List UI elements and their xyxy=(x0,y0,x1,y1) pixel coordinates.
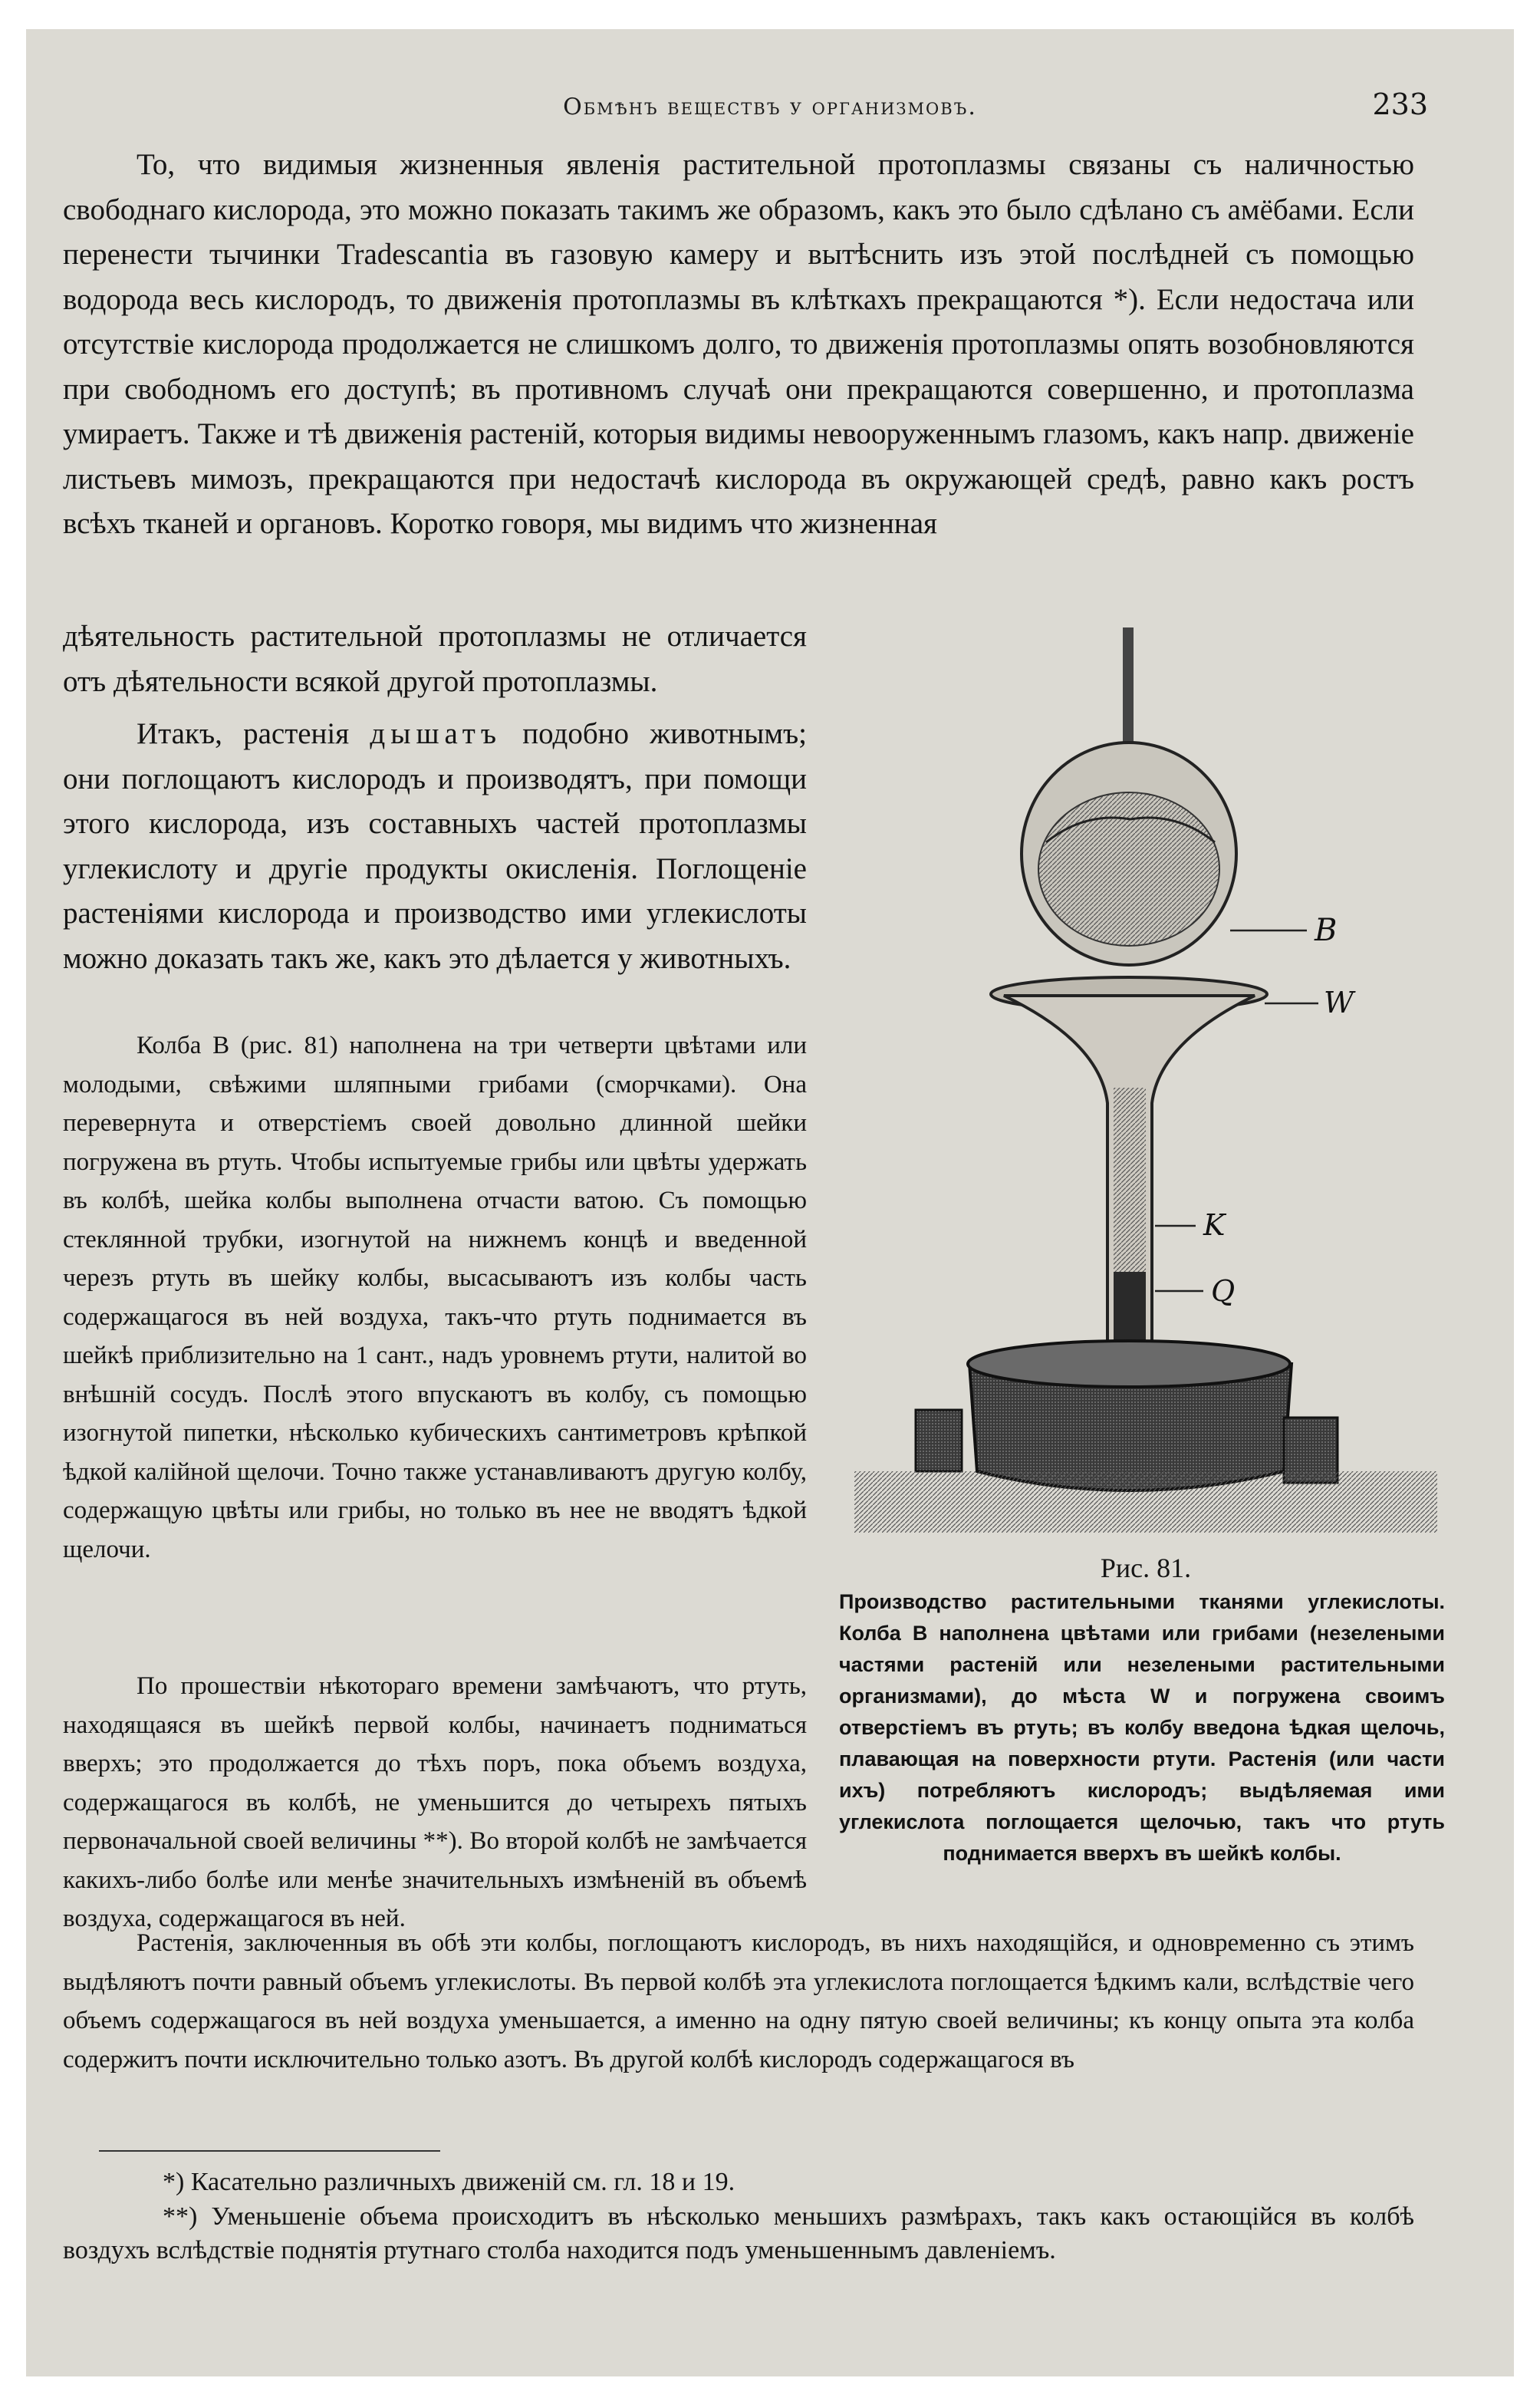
flask-illustration xyxy=(854,612,1437,1533)
footnote-divider xyxy=(99,2150,440,2152)
page-number: 233 xyxy=(1372,87,1428,121)
support-left xyxy=(916,1410,962,1471)
paragraph-2 xyxy=(63,712,807,981)
figure-caption: Производство растительными тканями углекислоты. Колба B наполнена цвѣтами или грибами (незелеными частями растеній или незелеными растительными организмами), до мѣста W и погружена своимъ отверстіемъ въ ртуть; въ колбу введона ѣдкая щелочь, плавающая на поверхности ртути. Растенія (или части ихъ) потребляютъ кислородъ; выдѣляемая ими углекислота поглощается щелочью, такъ что ртуть поднимается вверхъ въ шейкѣ колбы. xyxy=(839,1590,1445,1865)
label-q: Q xyxy=(1211,1274,1236,1308)
label-k: K xyxy=(1203,1208,1226,1242)
mushrooms xyxy=(1038,792,1219,946)
emphasis-breathe: дышатъ xyxy=(370,717,502,750)
book-page xyxy=(26,29,1514,2376)
paragraph-1-continuation: дѣятельность растительной протоплазмы не отличается отъ дѣятельности всякой другой протоплазмы. xyxy=(63,620,807,698)
running-title: Обмѣнъ веществъ у организмовъ. xyxy=(563,94,977,120)
paragraph-5: Растенія, заключенныя въ обѣ эти колбы, поглощаютъ кислородъ, въ нихъ находящійся, и одновременно съ этимъ выдѣляютъ почти равный объемъ углекислоты. Въ первой колбѣ эта углекислота поглощается ѣдкимъ кали, вслѣдствіе чего объемъ содержащагося въ ней воздуха уменьшается, а именно на одну пятую своей величины; къ концу опыта эта колба содержитъ почти исключительно только азотъ. Въ другой колбѣ кислородъ содержащагося въ xyxy=(63,1929,1414,2073)
footnote-2: **) Уменьшеніе объема происходитъ въ нѣсколько меньшихъ размѣрахъ, такъ какъ остающійся въ колбѣ воздухъ вслѣдствіе поднятія ртутнаго столба находится подъ уменьшеннымъ давленіемъ. xyxy=(63,2202,1414,2264)
paragraph-2-rest: подобно животнымъ; они поглощаютъ кислородъ и производятъ, при помощи этого кислорода, изъ составныхъ частей протоплазмы углекислоту и другіе продукты окисленія. Поглощеніе растеніями кислорода и производство ими углекислоты можно доказать такъ же, какъ это дѣлается у животныхъ. xyxy=(63,717,807,975)
page-header xyxy=(26,68,1514,137)
label-w: W xyxy=(1324,986,1354,1019)
paragraph-2-start: Итакъ, растенія xyxy=(137,717,370,750)
paragraph-4: По прошествіи нѣкотораго времени замѣчаютъ, что ртуть, находящаяся въ шейкѣ первой колбы, начинаетъ подниматься вверхъ; это продолжается до тѣхъ поръ, пока объемъ воздуха, содержащагося въ колбѣ, не уменьшится до четырехъ пятыхъ первоначальной своей величины **). Во второй колбѣ не замѣчается какихъ-либо болѣе или менѣе значительныхъ измѣненій въ объемѣ воздуха, содержащагося въ ней. xyxy=(63,1672,807,1932)
label-b: B xyxy=(1315,913,1338,948)
paragraph-1: То, что видимыя жизненныя явленія растительной протоплазмы связаны съ наличностью свободнаго кислорода, это можно показать такимъ же образомъ, какъ это было сдѣлано съ амёбами. Если перенести тычинки Tradescantia въ газовую камеру и вытѣснить изъ этой послѣдней съ помощью водорода весь кислородъ, то движенія протоплазмы въ клѣткахъ прекращаются *). Если недостача или отсутствіе кислорода продолжается не слишкомъ долго, то движенія протоплазмы опять возобновляются при свободномъ его доступѣ; въ противномъ случаѣ они прекращаются совершенно, и протоплазма умираетъ. Также и тѣ движенія растеній, которыя видимы невооруженнымъ глазомъ, какъ напр. движеніе листьевъ мимозъ, прекращаются при недостачѣ кислорода въ окружающей средѣ, равно какъ ростъ всѣхъ тканей и органовъ. Коротко говоря, мы видимъ что жизненная xyxy=(63,148,1414,540)
figure-number: Рис. 81. xyxy=(1100,1553,1192,1583)
paragraph-3: Колба B (рис. 81) наполнена на три четверти цвѣтами или молодыми, свѣжими шляпными грибами (сморчками). Она перевернута и отверстіемъ своей довольно длинной шейки погружена въ ртуть. Чтобы испытуемые грибы или цвѣты удержать въ колбѣ, шейка колбы выполнена отчасти ватою. Съ помощью стеклянной трубки, изогнутой на нижнемъ концѣ и введенной черезъ ртуть въ шейку колбы, высасываютъ изъ колбы часть содержащагося въ ней воздуха, такъ-что ртуть поднимается въ шейкѣ приблизительно на 1 сант., надъ уровнемъ ртути, налитой во внѣшній сосудъ. Послѣ этого впускаютъ въ колбу, съ помощью изогнутой пипетки, нѣсколько кубическихъ сантиметровъ крѣпкой ѣдкой калійной щелочи. Точно также устанавливаютъ другую колбу, содержащую цвѣты или грибы, но только въ нее не вводятъ ѣдкой щелочи. xyxy=(63,1032,807,1563)
footnote-1: *) Касательно различныхъ движеній см. гл. 18 и 19. xyxy=(163,2168,735,2196)
